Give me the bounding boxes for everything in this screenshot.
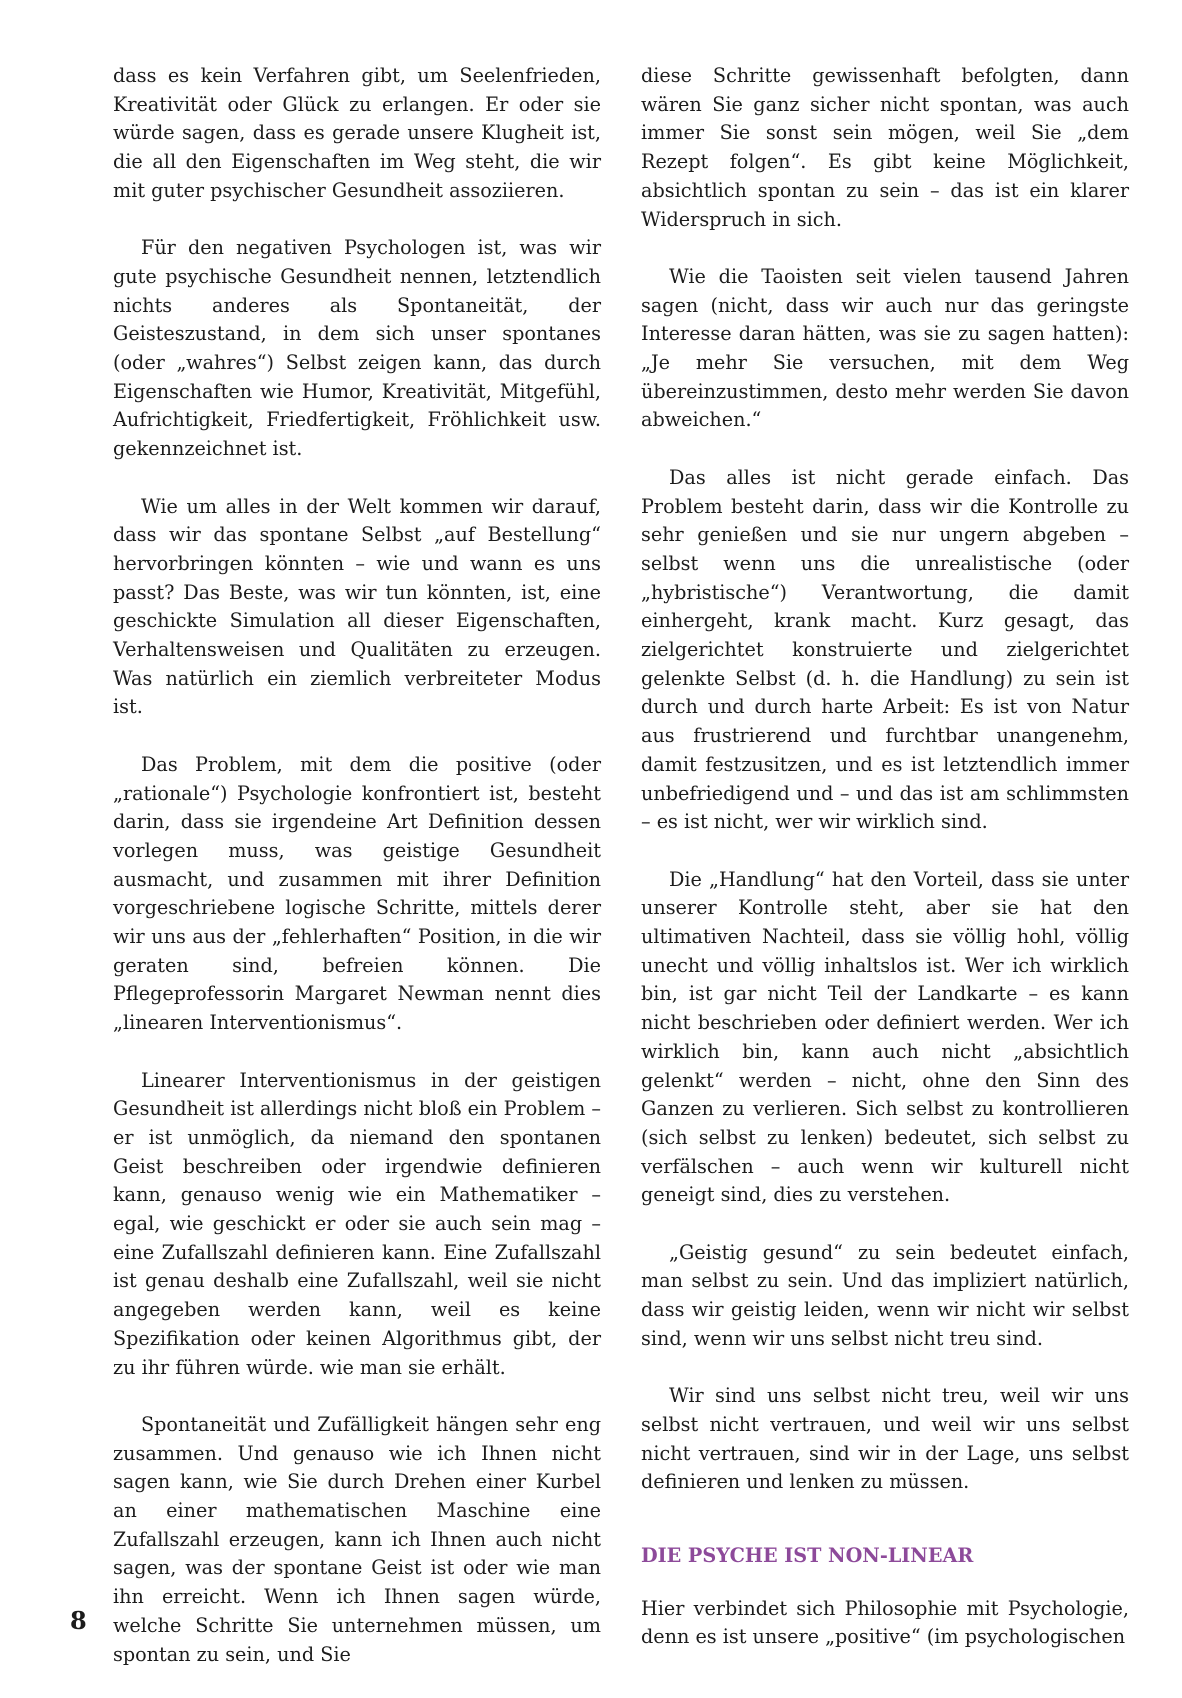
page-number: 8: [70, 1606, 87, 1635]
paragraph: Die „Handlung“ hat den Vorteil, dass sie unter unserer Kontrolle steht, aber sie hat den ultimativen Nachteil, dass sie völlig hohl, völlig unecht und völlig inhaltslos ist. Wer ich wirklich bin, ist gar nicht Teil der Landkarte – es kann nicht beschrieben oder definiert werden. Wer ich wirklich bin, kann auch nicht „absichtlich gelenkt“ werden – nicht, ohne den Sinn des Ganzen zu verlieren. Sich selbst zu kontrollieren (sich selbst zu lenken) bedeutet, sich selbst zu verfälschen – auch wenn wir kulturell nicht geneigt sind, dies zu verstehen.: [641, 867, 1129, 1207]
paragraph: dass es kein Verfahren gibt, um Seelenfrieden, Kreativität oder Glück zu erlangen. Er oder sie würde sagen, dass es gerade unsere Klugheit ist, die all den Eigenschaften im Weg steht, die wir mit guter psychischer Gesundheit assoziieren.: [113, 64, 601, 202]
paragraph: diese Schritte gewissenhaft befolgten, dann wären Sie ganz sicher nicht spontan, was auch immer Sie sonst sein mögen, weil Sie „dem Rezept folgen“. Es gibt keine Möglichkeit, absichtlich spontan zu sein – das ist ein klarer Widerspruch in sich.: [641, 64, 1129, 231]
section-heading: DIE PSYCHE IST NON-LINEAR: [641, 1544, 974, 1568]
left-column: [113, 62, 601, 1698]
paragraph: „Geistig gesund“ zu sein bedeutet einfach, man selbst zu sein. Und das impliziert natürlich, dass wir geistig leiden, wenn wir nicht wir selbst sind, wenn wir uns selbst nicht treu sind.: [641, 1240, 1129, 1350]
paragraph: Für den negativen Psychologen ist, was wir gute psychische Gesundheit nennen, letztendlich nichts anderes als Spontaneität, der Geisteszustand, in dem sich unser spontanes (oder „wahres“) Selbst zeigen kann, das durch Eigenschaften wie Humor, Kreativität, Mitgefühl, Aufrichtigkeit, Friedfertigkeit, Fröhlichkeit usw. gekennzeichnet ist.: [113, 236, 601, 461]
paragraph: Wir sind uns selbst nicht treu, weil wir uns selbst nicht vertrauen, und weil wir uns selbst nicht vertrauen, sind wir in der Lage, uns selbst definieren und lenken zu müssen.: [641, 1384, 1129, 1494]
paragraph: Spontaneität und Zufälligkeit hängen sehr eng zusammen. Und genauso wie ich Ihnen nicht sagen kann, wie Sie durch Drehen einer Kurbel an einer mathematischen Maschine eine Zufallszahl erzeugen, kann ich Ihnen auch nicht sagen, was der spontane Geist ist oder wie man ihn erreicht. Wenn ich Ihnen sagen würde, welche Schritte Sie unternehmen müssen, um spontan zu sein, und Sie: [113, 1412, 601, 1666]
paragraph: Wie die Taoisten seit vielen tausend Jahren sagen (nicht, dass wir auch nur das geringste Interesse daran hätten, was sie zu sagen hatten): „Je mehr Sie versuchen, mit dem Weg übereinzustimmen, desto mehr werden Sie davon abweichen.“: [641, 264, 1129, 432]
paragraph: Hier verbindet sich Philosophie mit Psychologie, denn es ist unsere „positive“ (im psychologischen: [641, 1596, 1129, 1649]
paragraph: Das alles ist nicht gerade einfach. Das Problem besteht darin, dass wir die Kontrolle zu sehr genießen und sie nur ungern abgeben – selbst wenn uns die unrealistische (oder „hybristische“) Verantwortung, die damit einhergeht, krank macht. Kurz gesagt, das zielgerichtet konstruierte und zielgerichtet gelenkte Selbst (d. h. die Handlung) zu sein ist durch und durch harte Arbeit: Es ist von Natur aus frustrierend und furchtbar unangenehm, damit festzusitzen, und es ist letztendlich immer unbefriedigend und – und das ist am schlimmsten – es ist nicht, wer wir wirklich sind.: [641, 465, 1129, 834]
right-column: [641, 62, 1129, 1681]
paragraph: Wie um alles in der Welt kommen wir darauf, dass wir das spontane Selbst „auf Bestellung“ hervorbringen könnten – wie und wann es uns passt? Das Beste, was wir tun könnten, ist, eine geschickte Simulation all dieser Eigenschaften, Verhaltensweisen und Qualitäten zu erzeugen. Was natürlich ein ziemlich verbreiteter Modus ist.: [113, 494, 601, 719]
paragraph: Das Problem, mit dem die positive (oder „rationale“) Psychologie konfrontiert ist, besteht darin, dass sie irgendeine Art Definition dessen vorlegen muss, was geistige Gesundheit ausmacht, und zusammen mit ihrer Definition vorgeschriebene logische Schritte, mittels derer wir uns aus der „fehlerhaften“ Position, in die wir geraten sind, befreien können. Die Pflegeprofessorin Margaret Newman nennt dies „linearen Interventionismus“.: [113, 752, 601, 1035]
paragraph: Linearer Interventionismus in der geistigen Gesundheit ist allerdings nicht bloß ein Problem – er ist unmöglich, da niemand den spontanen Geist beschreiben oder irgendwie definieren kann, genauso wenig wie ein Mathematiker – egal, wie geschickt er oder sie auch sein mag – eine Zufallszahl definieren kann. Eine Zufallszahl ist genau deshalb eine Zufallszahl, weil sie nicht angegeben werden kann, weil es keine Spezifikation oder keinen Algorithmus gibt, der zu ihr führen würde. wie man sie erhält.: [113, 1068, 601, 1379]
